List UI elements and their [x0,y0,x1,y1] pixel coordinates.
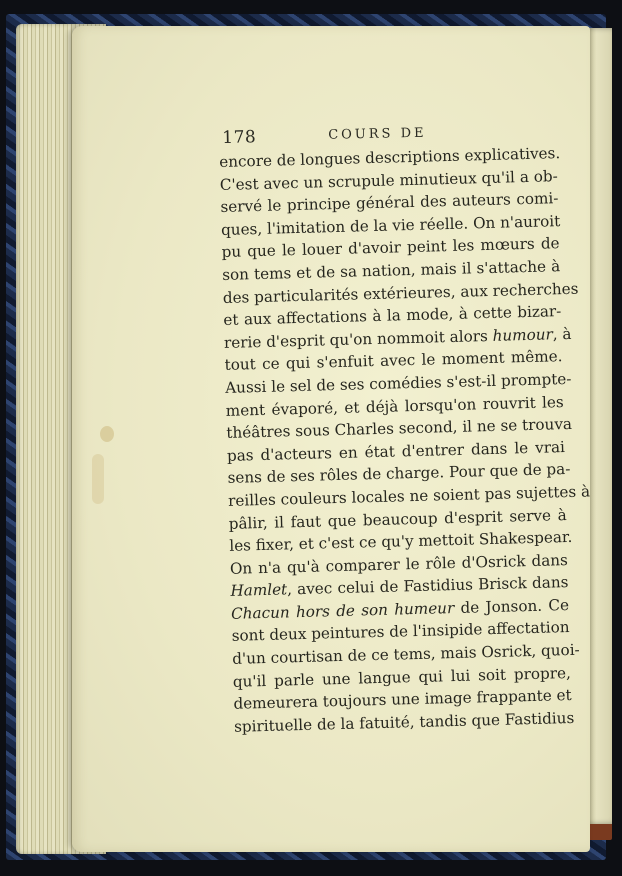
text-segment: encore de longues descriptions explicatives. [219,144,561,171]
text-segment: C'est avec un scrupule minutieux qu'il a ob- [219,166,558,194]
text-segment: sens de ses rôles de charge. Pour que de pa- [227,460,571,488]
text-segment: pu que le louer d'avoir peint les mœurs de [221,234,560,262]
text-segment: tout ce qui s'enfuit avec le moment même. [224,347,563,375]
text-segment: les fixer, et c'est ce qu'y mettoit Shakespear. [229,527,573,555]
text-segment: des particularités extérieures, aux recherches [222,279,579,307]
running-head: COURS DE [328,125,427,143]
italic-title: humour [492,325,553,345]
body-text [219,142,591,738]
text-segment: ques, l'imitation de la vie réelle. On n'auroit [220,211,561,239]
text-segment: d'un courtisan de ce tems, mais Osrick, quoi- [232,640,580,668]
text-segment: , avec celui de Fastidius Brisck dans [286,573,569,599]
text-segment: ment évaporé, et déjà lorsqu'on rouvrit les [225,392,564,420]
text-segment: qu'il parle une langue qui lui soit propre, [232,663,572,691]
text-segment: pâlir, il faut que beaucoup d'esprit serve à [228,505,567,533]
text-segment: de Jonson. Ce [453,595,570,617]
text-segment: et aux affectations à la mode, à cette bizar- [223,302,562,330]
text-segment: théâtres sous Charles second, il ne se trouva [226,414,573,443]
page-stain [100,426,114,442]
italic-title: Hamlet [230,580,288,601]
page-stain [92,454,104,504]
text-segment: reilles couleurs locales ne soient pas sujettes à [227,482,591,510]
text-segment: pas d'acteurs en état d'entrer dans le vrai [226,437,566,465]
text-segment: demeurera toujours une image frappante et [233,686,572,714]
text-segment: spirituelle de la fatuité, tandis que Fastidius [233,708,575,736]
italic-title: Chacun hors de son humeur [230,598,455,623]
text-segment: Aussi le sel de ses comédies s'est-il prompte- [224,369,572,397]
text-segment: sont deux peintures de l'insipide affectation [231,618,570,646]
text-segment: servé le principe général des auteurs comi- [220,189,559,217]
text-segment: , à [552,324,572,344]
text-segment: rerie d'esprit qu'on nommoit alors [223,326,493,352]
page-number: 178 [222,127,257,148]
text-segment: son tems et de sa nation, mais il s'attache à [222,257,561,284]
text-segment: On n'a qu'à comparer le rôle d'Osrick dans [229,550,569,578]
